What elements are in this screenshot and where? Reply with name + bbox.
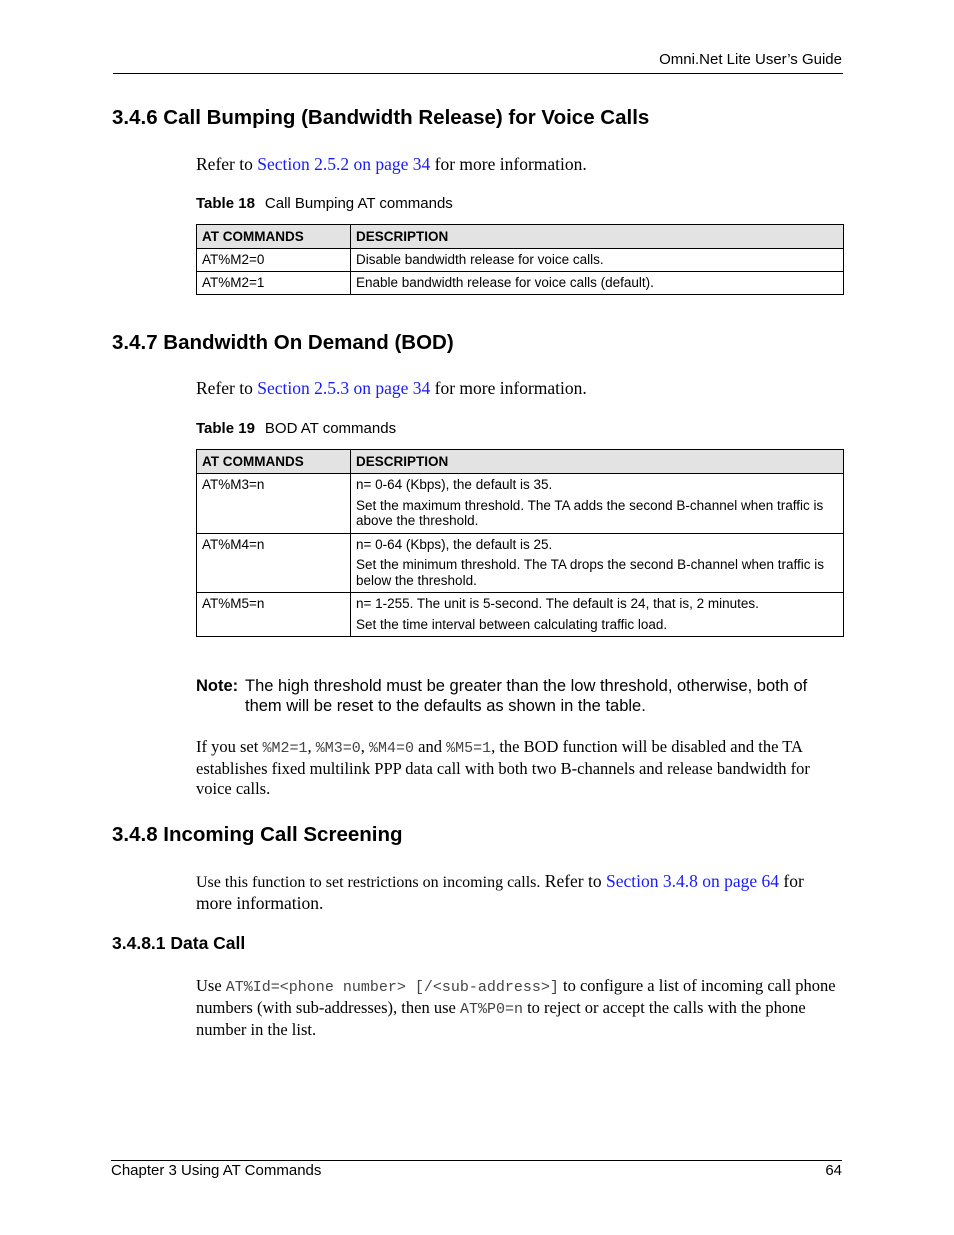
- table-label: Table 19: [196, 420, 255, 437]
- description-cell: Enable bandwidth release for voice calls (default).: [351, 272, 844, 295]
- code-at-p0: AT%P0=n: [459, 1001, 523, 1018]
- code-m2: %M2=1: [262, 740, 308, 757]
- footer-chapter: Chapter 3 Using AT Commands: [111, 1162, 322, 1179]
- paragraph-text: Use: [196, 976, 226, 995]
- paragraph-text: and: [414, 737, 447, 756]
- code-m3: %M3=0: [315, 740, 361, 757]
- code-m4: %M4=0: [368, 740, 414, 757]
- reference-text-pre: Refer to: [196, 378, 258, 398]
- section-3-4-8-link[interactable]: Section 3.4.8 on page 64: [606, 871, 780, 891]
- description-value: n= 0-64 (Kbps), the default is 25.: [356, 536, 553, 552]
- description-cell: Disable bandwidth release for voice calls.: [351, 249, 844, 272]
- paragraph-text: Use this function to set restrictions on incoming calls.: [196, 874, 541, 891]
- column-header-at-commands: AT COMMANDS: [197, 450, 351, 474]
- bod-table: [196, 449, 844, 637]
- section-3-4-6-reference: [196, 154, 587, 174]
- reference-text-pre: Refer to: [540, 871, 606, 891]
- paragraph-text: If you set: [196, 737, 263, 756]
- note-text: The high threshold must be greater than the low threshold, otherwise, both of them will be reset to the defaults as shown in the table.: [245, 677, 808, 715]
- section-2-5-2-link[interactable]: Section 2.5.2 on page 34: [257, 154, 431, 174]
- table-19-caption: [196, 420, 396, 437]
- description-cell: [351, 593, 844, 637]
- call-bumping-table: [196, 224, 844, 295]
- section-2-5-3-link[interactable]: Section 2.5.3 on page 34: [257, 378, 431, 398]
- section-heading-3-4-8: 3.4.8 Incoming Call Screening: [112, 823, 403, 846]
- paragraph-text: to reject or accept the calls with the phone number in the list.: [196, 998, 806, 1039]
- table-row: [197, 593, 844, 637]
- code-m5: %M5=1: [446, 740, 492, 757]
- description-value: n= 1-255. The unit is 5-second. The default is 24, that is, 2 minutes.: [356, 596, 759, 611]
- paragraph-text: , the BOD function will be disabled and the TA establishes fixed multilink PPP data call with both two B-channels and release bandwidth for voice calls.: [196, 737, 810, 798]
- description-detail: Set the minimum threshold. The TA drops the second B-channel when traffic is below the threshold.: [356, 557, 824, 588]
- running-header-title: Omni.Net Lite User’s Guide: [659, 51, 842, 68]
- section-heading-3-4-7: 3.4.7 Bandwidth On Demand (BOD): [112, 331, 454, 354]
- note-label: Note:: [196, 677, 239, 695]
- table-row: [197, 474, 844, 534]
- reference-text-post: for more information.: [196, 871, 804, 913]
- command-cell: AT%M4=n: [197, 533, 351, 593]
- note-block: [196, 676, 836, 716]
- reference-text-post: for more information.: [430, 154, 587, 174]
- paragraph-text: ,: [360, 737, 369, 756]
- footer-rule: [111, 1160, 842, 1161]
- header-rule: [113, 73, 843, 74]
- column-header-at-commands: AT COMMANDS: [197, 225, 351, 249]
- bod-disable-paragraph: [196, 737, 844, 799]
- footer-page-number: 64: [825, 1162, 842, 1179]
- section-heading-3-4-6: 3.4.6 Call Bumping (Bandwidth Release) for Voice Calls: [112, 106, 650, 129]
- section-3-4-8-paragraph: [196, 871, 844, 913]
- section-3-4-7-reference: [196, 378, 587, 398]
- table-header-row: [197, 450, 844, 474]
- command-cell: AT%M2=1: [197, 272, 351, 295]
- table-row: [197, 249, 844, 272]
- table-title: Call Bumping AT commands: [264, 195, 453, 212]
- column-header-description: DESCRIPTION: [351, 450, 844, 474]
- description-cell: [351, 474, 844, 534]
- table-title: BOD AT commands: [264, 420, 397, 437]
- table-row: [197, 533, 844, 593]
- command-cell: AT%M3=n: [197, 474, 351, 534]
- table-row: [197, 272, 844, 295]
- data-call-paragraph: [196, 976, 844, 1040]
- command-cell: AT%M5=n: [197, 593, 351, 637]
- command-cell: AT%M2=0: [197, 249, 351, 272]
- paragraph-text: to configure a list of incoming call phone numbers (with sub-addresses), then use: [196, 976, 836, 1017]
- table-label: Table 18: [196, 195, 255, 212]
- reference-text-pre: Refer to: [196, 154, 258, 174]
- description-cell: [351, 533, 844, 593]
- section-heading-3-4-8-1: 3.4.8.1 Data Call: [112, 933, 246, 953]
- code-at-id: AT%Id=<phone number> [/<sub-address>]: [225, 979, 559, 996]
- description-detail: Set the maximum threshold. The TA adds the second B-channel when traffic is above the threshold.: [356, 497, 824, 528]
- table-18-caption: [196, 195, 453, 212]
- description-detail: Set the time interval between calculating traffic load.: [356, 616, 668, 632]
- reference-text-post: for more information.: [430, 378, 587, 398]
- description-value: n= 0-64 (Kbps), the default is 35.: [356, 477, 553, 492]
- paragraph-text: ,: [307, 737, 316, 756]
- column-header-description: DESCRIPTION: [351, 225, 844, 249]
- table-header-row: [197, 225, 844, 249]
